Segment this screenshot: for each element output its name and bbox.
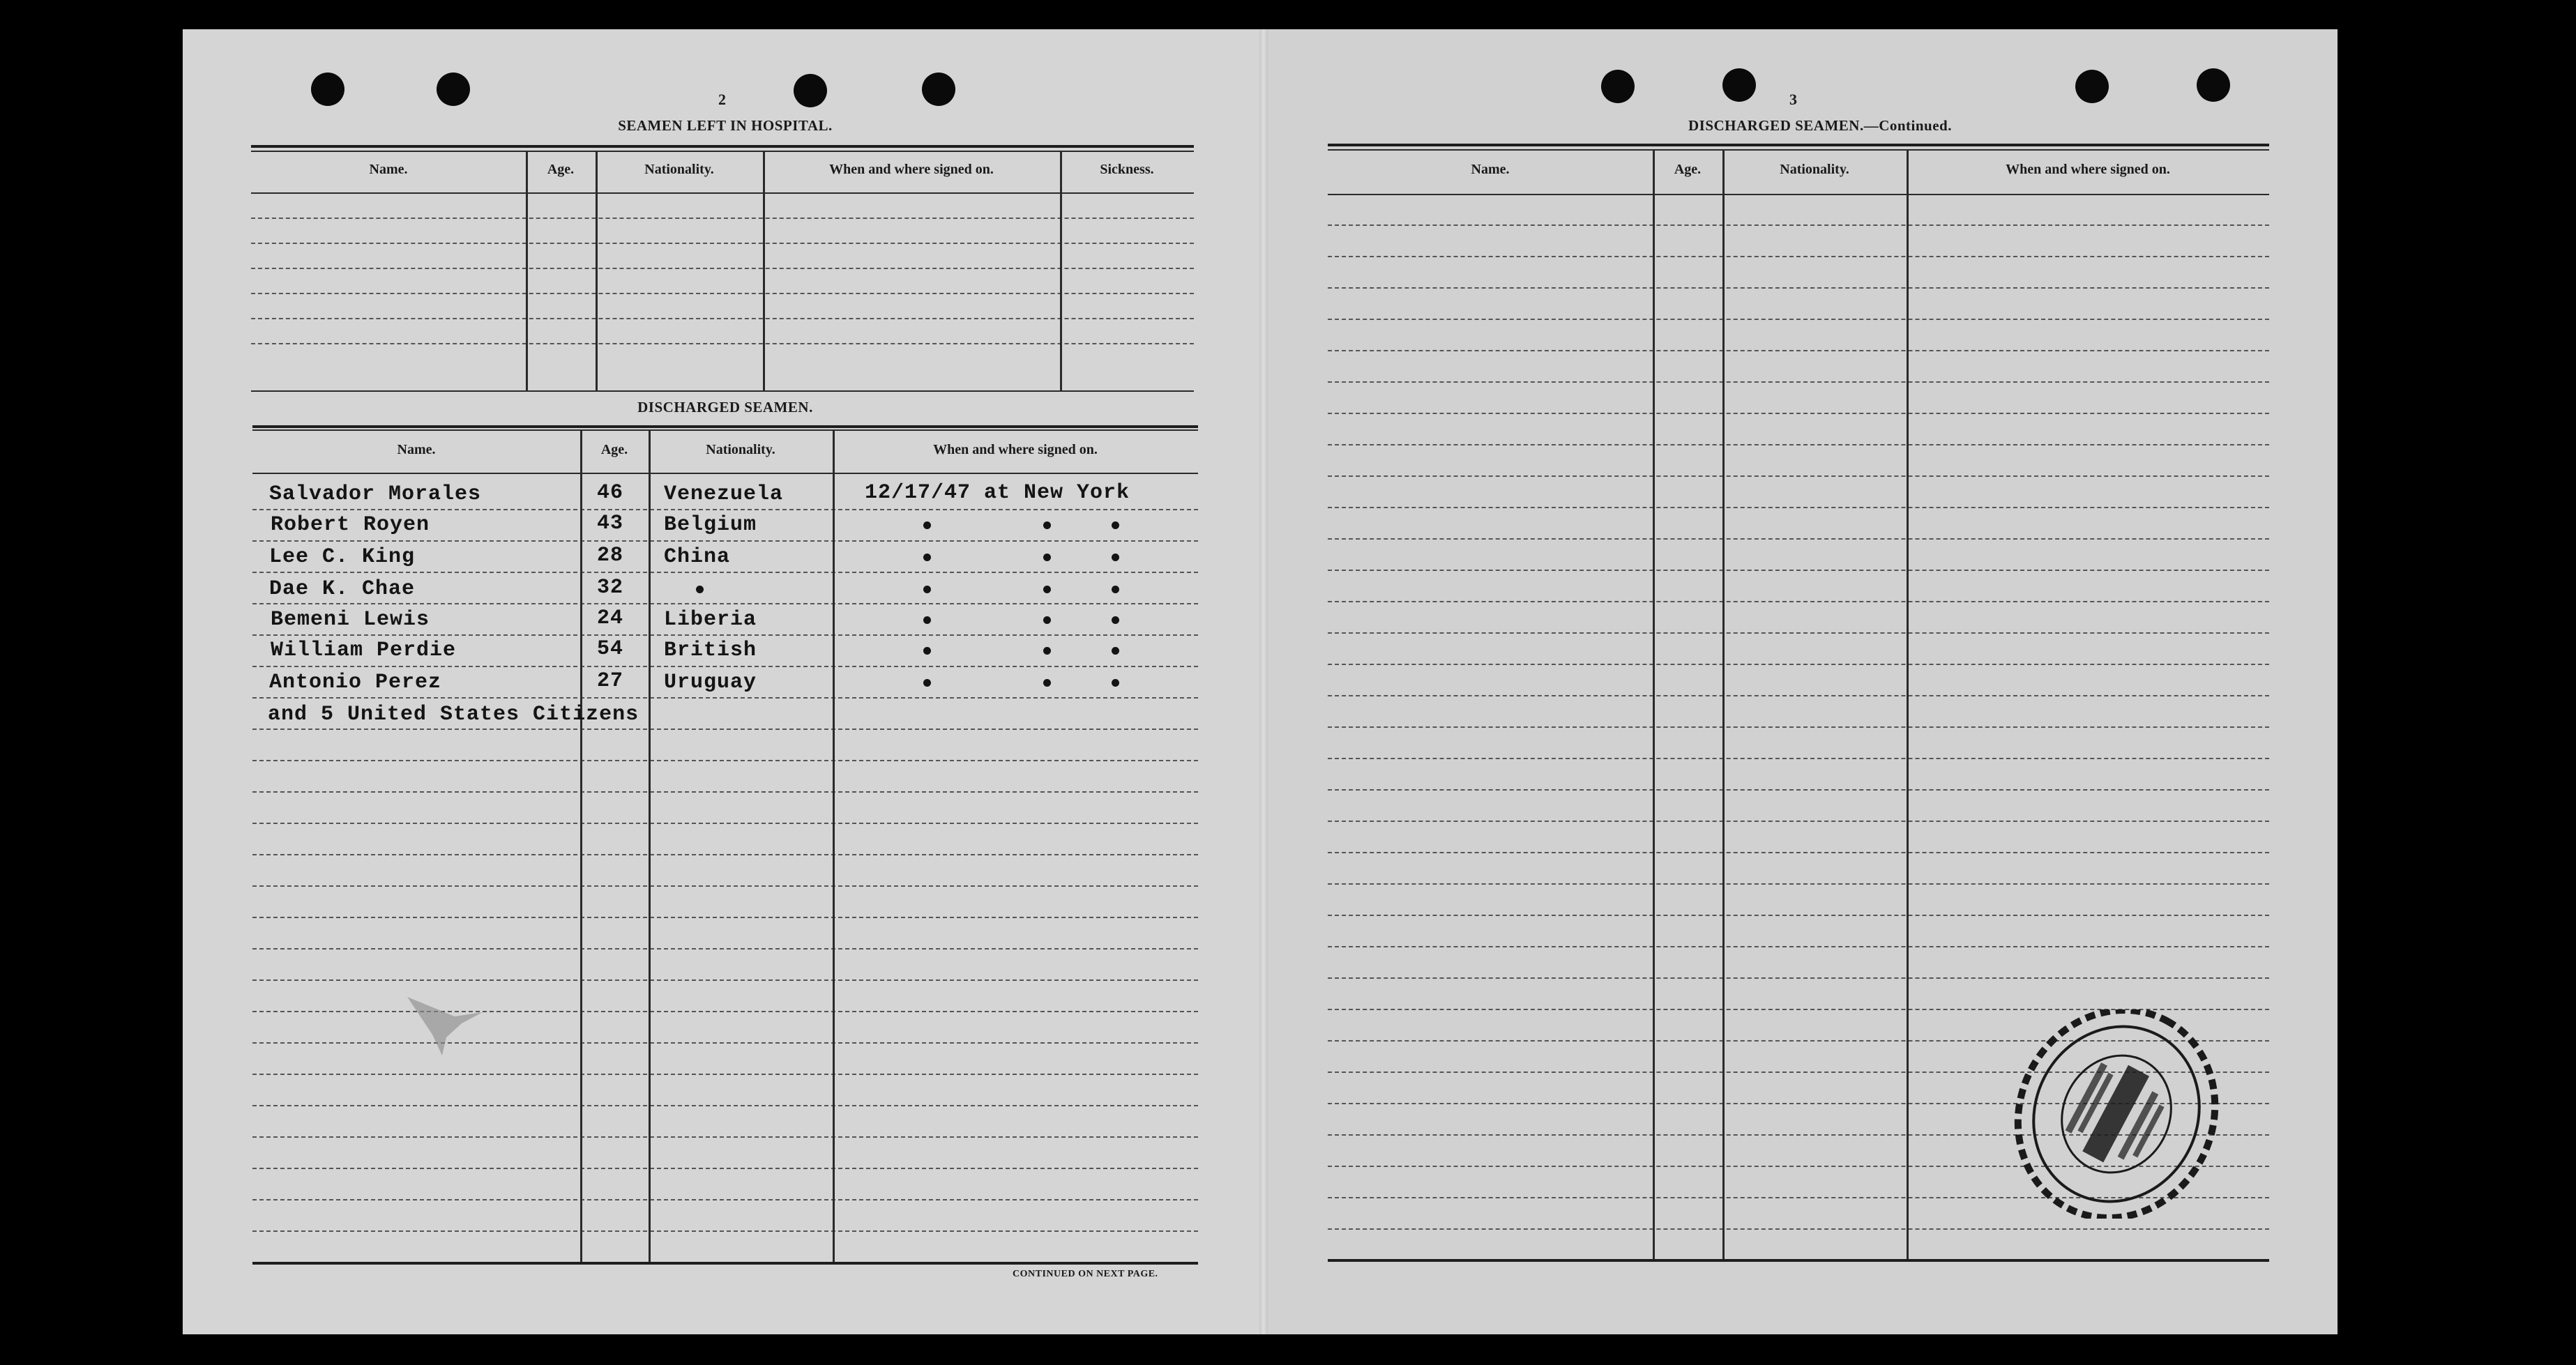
ditto-mark [923, 647, 931, 655]
seaman-age: 32 [597, 576, 624, 600]
seaman-age: 24 [597, 607, 624, 630]
seaman-nationality: British [664, 639, 757, 662]
ditto-mark [1112, 554, 1119, 561]
ditto-mark [923, 586, 931, 593]
header-sickness: Sickness. [1100, 162, 1154, 177]
seaman-name: Dae K. Chae [269, 577, 416, 601]
ditto-mark [923, 521, 931, 529]
ink-stain [406, 996, 483, 1058]
seaman-age: 46 [597, 481, 624, 505]
ditto-mark [1112, 586, 1119, 593]
hospital-section-title: SEAMEN LEFT IN HOSPITAL. [618, 117, 833, 134]
ditto-mark [1043, 647, 1051, 655]
punch-hole [1601, 70, 1635, 103]
ditto-mark [696, 586, 704, 593]
customs-stamp-seal [2001, 1009, 2232, 1219]
hospital-table [251, 145, 1194, 390]
ditto-mark [1112, 679, 1119, 687]
ditto-mark [1043, 679, 1051, 687]
ditto-mark [1043, 554, 1051, 561]
ditto-mark [1112, 647, 1119, 655]
ditto-mark [1112, 616, 1119, 624]
seaman-nationality: Liberia [664, 608, 757, 632]
seaman-nationality: Uruguay [664, 671, 757, 694]
seaman-name: William Perdie [271, 639, 457, 662]
page-number: 3 [1789, 91, 1797, 108]
seaman-age: 27 [597, 669, 624, 693]
header-signed-on: When and where signed on. [933, 442, 1098, 457]
page-number: 2 [718, 91, 726, 108]
seaman-nationality: Venezuela [664, 482, 784, 506]
header-nationality: Nationality. [644, 162, 714, 177]
ditto-mark [1112, 521, 1119, 529]
punch-hole [922, 73, 955, 106]
seaman-age: 28 [597, 544, 624, 567]
header-signed-on: When and where signed on. [829, 162, 994, 177]
seaman-age: 43 [597, 512, 624, 535]
discharged-table [252, 425, 1198, 1266]
ditto-mark [1043, 521, 1051, 529]
ditto-mark [923, 616, 931, 624]
punch-hole [1722, 68, 1756, 102]
summary-line: and 5 United States Citizens [268, 703, 639, 726]
punch-hole [794, 74, 827, 107]
header-name: Name. [369, 162, 408, 177]
seaman-name: Salvador Morales [269, 482, 482, 506]
page-fold [1259, 29, 1268, 1334]
header-nationality: Nationality. [706, 442, 775, 457]
header-age: Age. [1674, 162, 1702, 177]
punch-hole [2197, 68, 2230, 102]
header-age: Age. [547, 162, 575, 177]
punch-hole [311, 73, 344, 106]
ditto-mark [923, 679, 931, 687]
header-nationality: Nationality. [1780, 162, 1849, 177]
seaman-name: Lee C. King [269, 545, 416, 569]
punch-hole [437, 73, 470, 106]
header-name: Name. [397, 442, 436, 457]
seaman-age: 54 [597, 637, 624, 661]
punch-hole [2075, 70, 2109, 103]
header-signed-on: When and where signed on. [2006, 162, 2170, 177]
seaman-name: Antonio Perez [269, 671, 442, 694]
header-age: Age. [600, 442, 628, 457]
ditto-mark [1043, 616, 1051, 624]
ditto-mark [923, 554, 931, 561]
discharged-section-title: DISCHARGED SEAMEN. [637, 399, 813, 415]
continued-footer: CONTINUED ON NEXT PAGE. [1013, 1269, 1158, 1279]
header-name: Name. [1471, 162, 1510, 177]
ditto-mark [1043, 586, 1051, 593]
seaman-nationality: China [664, 545, 731, 569]
seaman-signed-on: 12/17/47 at New York [865, 481, 1130, 505]
seaman-nationality: Belgium [664, 513, 757, 537]
seaman-name: Bemeni Lewis [271, 608, 430, 632]
discharged-continued-title: DISCHARGED SEAMEN.—Continued. [1688, 117, 1952, 134]
seaman-name: Robert Royen [271, 513, 430, 537]
